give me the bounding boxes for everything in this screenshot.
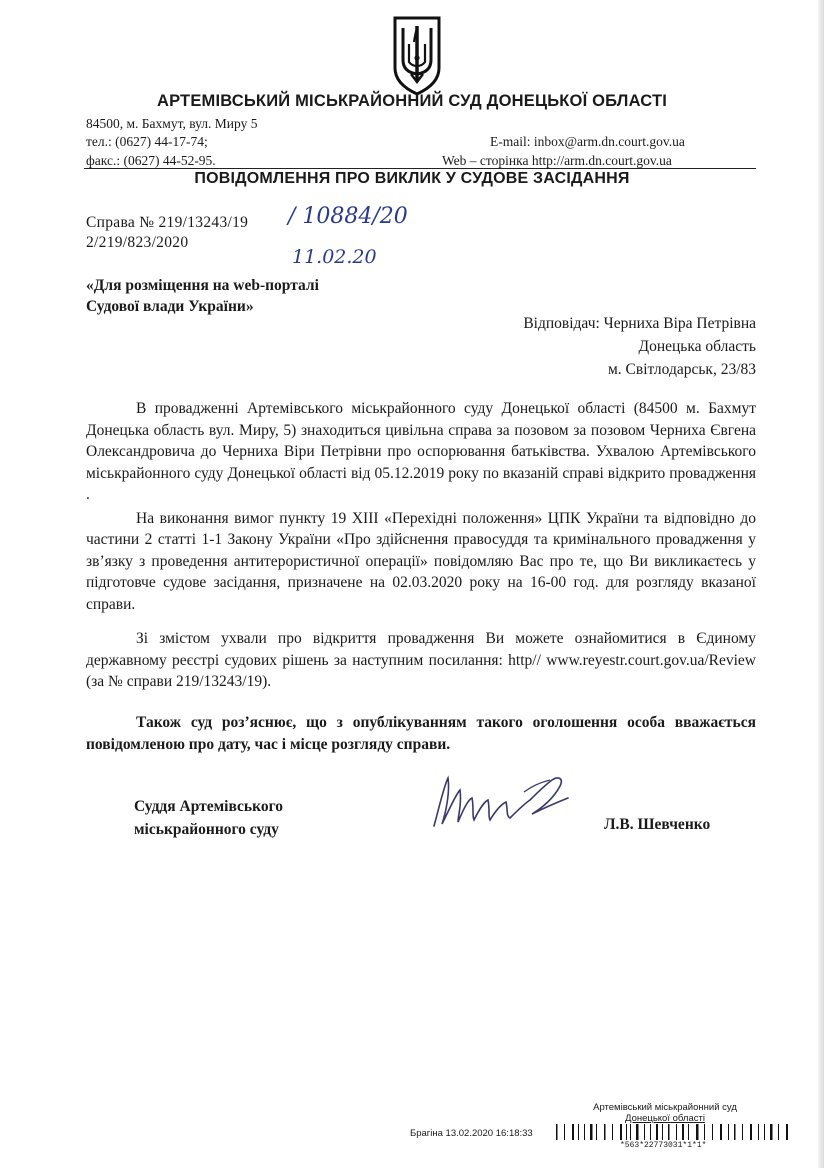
handwritten-date: 11.02.20 xyxy=(292,246,377,268)
court-email: E-mail: inbox@arm.dn.court.gov.ua xyxy=(490,134,685,149)
stamp-court-line2: Донецької області xyxy=(625,1113,705,1124)
notice-body xyxy=(86,398,756,615)
publish-note xyxy=(86,275,319,317)
respondent-block xyxy=(523,312,756,381)
court-fax: факс.: (0627) 44-52-95. xyxy=(86,153,216,168)
header-divider xyxy=(84,168,756,169)
publish-note-line2: Судової влади України» xyxy=(86,298,254,315)
body-paragraph-3: Зі змістом ухвали про відкриття провадження Ви можете ознайомитися в Єдиному державному реєстрі судових рішень за наступним посилання: http// www.reyestr.court.gov.ua/Review (за № справи 219/13243/19). xyxy=(86,630,756,690)
respondent-city: м. Світлодарськ, 23/83 xyxy=(608,361,756,378)
stamp-court-line1: Артемівський міськрайонний суд xyxy=(593,1102,737,1113)
handwritten-registration: / 10884/20 xyxy=(288,204,408,229)
judge-name: Л.В. Шевченко xyxy=(604,816,711,833)
case-number: Справа № 219/13243/19 xyxy=(86,214,249,231)
court-phone: тел.: (0627) 44-17-74; xyxy=(86,134,208,149)
judge-title xyxy=(134,795,283,841)
barcode-text: *563*22773031*1*1* xyxy=(620,1141,707,1150)
notice-registry-info xyxy=(86,628,756,693)
notice-title: ПОВІДОМЛЕННЯ ПРО ВИКЛИК У СУДОВЕ ЗАСІДАННЯ xyxy=(194,170,630,187)
body-paragraph-1: В провадженні Артемівського міськрайонного суду Донецької області (84500 м. Бахмут Донецька область вул. Миру, 5) знаходиться цивільна справа за позовом за позовом Черниха Євгена Олександровича до Черниха Віри Петрівни про оспорювання батьківства. Ухвалою Артемівського міськрайонного суду Донецької області від 05.12.2019 року по вказаній справі відкрито провадження . xyxy=(86,400,756,503)
body-paragraph-2: На виконання вимог пункту 19 XIII «Перехідні положення» ЦПК України та відповідно до частини 2 статті 1-1 Закону України «Про здійснення правосуддя та кримінального провадження у зв’язку з проведення антитерористичної операції» повідомляю Вас про те, що Ви викликаєтесь у підготовче судове засідання, призначене на 02.03.2020 року на 16-00 год. для розгляду вказаної справи. xyxy=(86,509,756,613)
court-name: АРТЕМІВСЬКИЙ МІСЬКРАЙОННИЙ СУД ДОНЕЦЬКОЇ ОБЛАСТІ xyxy=(156,92,668,110)
court-address: 84500, м. Бахмут, вул. Миру 5 xyxy=(86,116,258,131)
trident-coat-of-arms-icon xyxy=(392,14,442,96)
handwritten-signature-icon xyxy=(428,764,598,834)
proceeding-number: 2/219/823/2020 xyxy=(86,234,189,251)
respondent-name: Відповідач: Черниха Віра Петрівна xyxy=(523,315,756,332)
publish-note-line1: «Для розміщення на web-порталі xyxy=(86,277,319,294)
stamp-court-name xyxy=(590,1102,740,1124)
court-website: Web – сторінка http://arm.dn.court.gov.ua xyxy=(442,153,672,168)
respondent-region: Донецька область xyxy=(638,338,756,355)
judge-title-line2: міськрайонного суду xyxy=(134,821,279,838)
judge-title-line1: Суддя Артемівського xyxy=(134,798,284,815)
stamp-registrar: Брагіна 13.02.2020 16:18:33 xyxy=(410,1128,533,1139)
body-paragraph-4: Також суд роз’яснює, що з опублікуванням такого оголошення особа вважається повідомленою про дату, час і місце розгляду справи. xyxy=(86,714,756,753)
